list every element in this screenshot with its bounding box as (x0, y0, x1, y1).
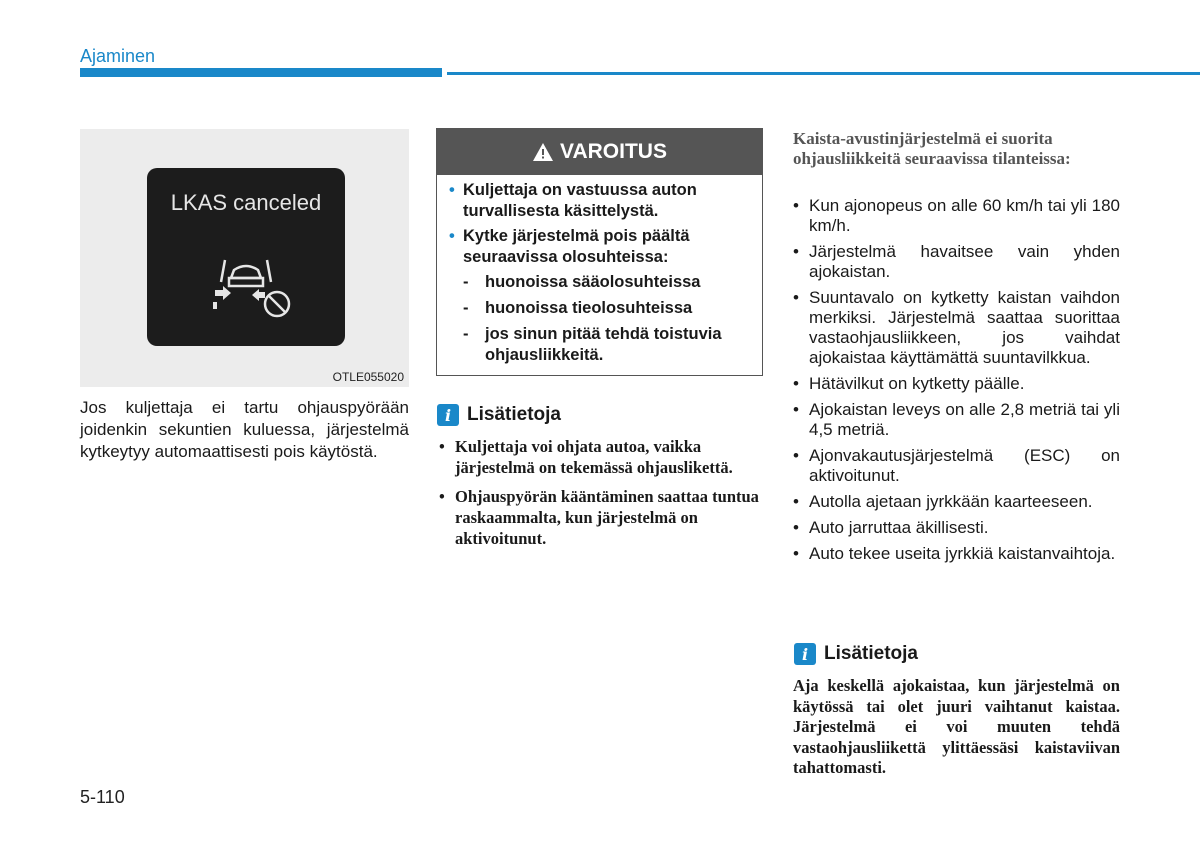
warning-title: VAROITUS (560, 140, 667, 163)
list-item: • Järjestelmä havaitsee vain yhden ajokaistan. (793, 242, 1120, 281)
bullet-icon: • (449, 227, 455, 245)
warning-subitem: - huonoissa tieolosuhteissa (463, 299, 693, 317)
section-title: Ajaminen (80, 46, 156, 66)
list-item: • Autolla ajetaan jyrkkään kaarteeseen. (793, 492, 1093, 511)
list-item: • Auto jarruttaa äkillisesti. (793, 518, 989, 537)
figure-code: OTLE055020 (332, 370, 404, 384)
display-message: LKAS canceled (170, 190, 322, 215)
list-item: • Auto tekee useita jyrkkiä kaistanvaihtoja. (793, 544, 1116, 563)
header-rule-thin (447, 72, 1200, 75)
list-item: • Suuntavalo on kytketty kaistan vaihdon merkiksi. Järjestelmä saattaa suorittaa vastaohjausliikkeen, jos vaihdat ajokaistaa käyttämättä suuntavilkkua. (793, 288, 1120, 367)
list-item: • Ajokaistan leveys on alle 2,8 metriä tai yli 4,5 metriä. (793, 400, 1120, 439)
list-item: • Ohjauspyörän kääntäminen saattaa tuntua raskaammalta, kun järjestelmä on aktivoitunut. (439, 487, 759, 548)
info-list (437, 436, 763, 557)
bullet-icon: • (449, 181, 455, 199)
info-icon: i (437, 404, 459, 426)
warning-body (437, 175, 762, 366)
warning-item: • Kuljettaja on vastuussa auton turvallisesta käsittelystä. (449, 181, 697, 220)
section-heading: Kaista-avustinjärjestelmä ei suorita ohjausliikkeitä seuraavissa tilanteissa: (793, 129, 1071, 168)
cluster-display (147, 168, 345, 346)
info-icon: i (794, 643, 816, 665)
warning-header (437, 129, 762, 175)
warning-box (436, 128, 763, 376)
warning-item: • Kytke järjestelmä pois päältä seuraavissa olosuhteissa: (449, 227, 690, 266)
lkas-off-icon (207, 252, 297, 322)
lkas-figure (80, 129, 409, 387)
condition-list (793, 196, 1120, 570)
list-item: • Kuljettaja voi ohjata autoa, vaikka järjestelmä on tekemässä ohjauslikettä. (439, 437, 733, 477)
info-title: Lisätietoja (467, 404, 561, 425)
list-item: • Ajonvakautusjärjestelmä (ESC) on aktivoitunut. (793, 446, 1120, 485)
header-rule-thick (80, 68, 442, 77)
info-heading (794, 643, 918, 665)
list-item: • Hätävilkut on kytketty päälle. (793, 374, 1025, 393)
warning-subitem: - huonoissa sääolosuhteissa (463, 273, 701, 291)
info-paragraph: Aja keskellä ajokaistaa, kun järjestelmä on käytössä tai olet juuri vaihtanut kaistaa. Järjestelmä ei voi muuten tehdä vastaohjausliikettä ylittäessäsi kaistaviivan tahattomasti. (793, 676, 1120, 777)
warning-icon (532, 142, 554, 162)
body-paragraph: Jos kuljettaja ei tartu ohjauspyörään joidenkin sekuntien kuluessa, järjestelmä kytkeytyy automaattisesti pois käytöstä. (80, 398, 409, 461)
info-heading (437, 404, 561, 426)
info-title: Lisätietoja (824, 643, 918, 664)
page-number: 5-110 (80, 787, 125, 807)
warning-subitem: - jos sinun pitää tehdä toistuvia ohjausliikkeitä. (463, 325, 722, 364)
list-item: • Kun ajonopeus on alle 60 km/h tai yli 180 km/h. (793, 196, 1120, 235)
